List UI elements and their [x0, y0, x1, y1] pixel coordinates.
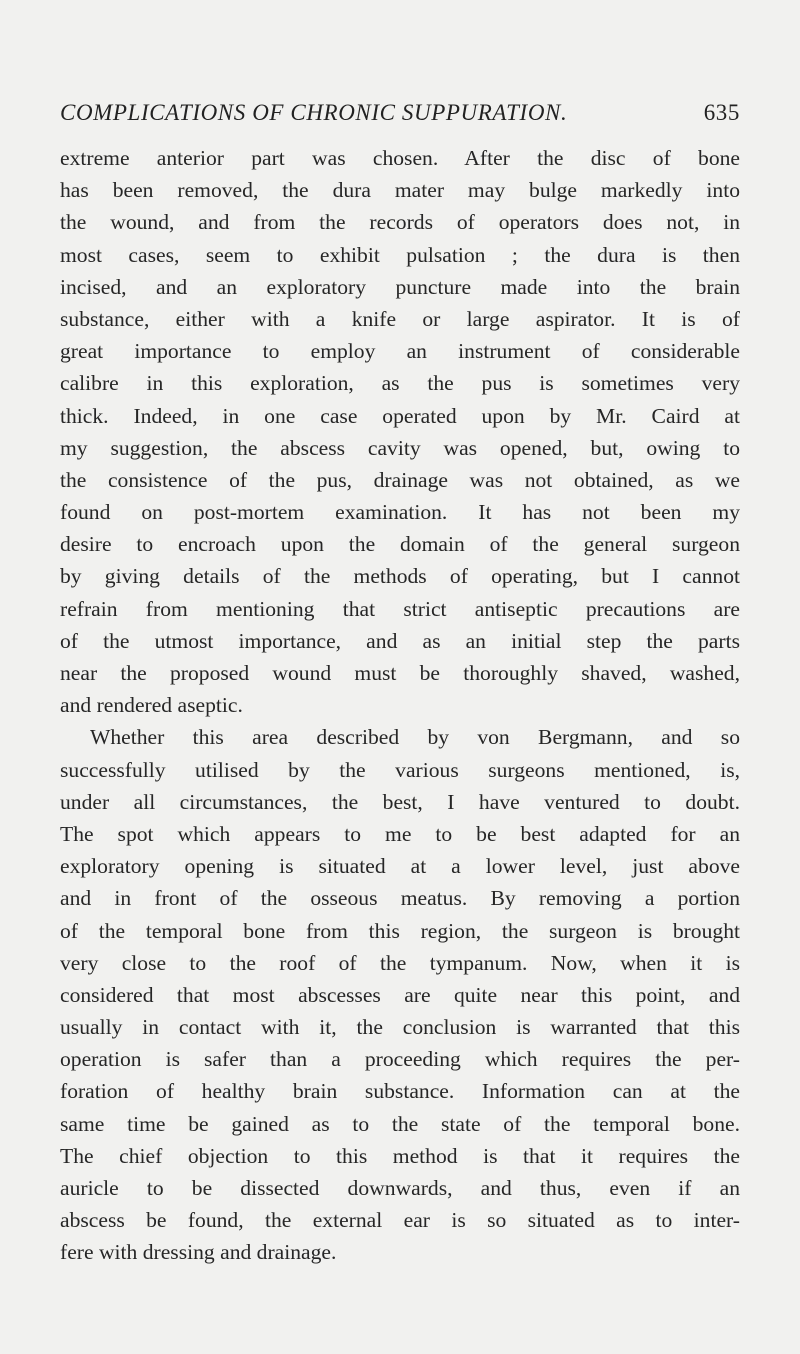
text-line: of the temporal bone from this region, the surgeon is brought [60, 918, 740, 943]
text-line: and rendered aseptic. [60, 693, 243, 718]
text-line: very close to the roof of the tympanum. Now, when it is [60, 950, 740, 975]
text-line: same time be gained as to the state of the temporal bone. [60, 1111, 740, 1136]
text-line: successfully utilised by the various surgeons mentioned, is, [60, 757, 740, 782]
text-line: near the proposed wound must be thoroughly shaved, washed, [60, 661, 740, 685]
running-head [60, 100, 740, 136]
text-line: foration of healthy brain substance. Information can at the [60, 1079, 740, 1104]
text-line: substance, either with a knife or large aspirator. It is of [60, 306, 740, 331]
text-line: of the utmost importance, and as an initial step the parts [60, 628, 740, 653]
text-line: under all circumstances, the best, I have ventured to doubt. [60, 789, 740, 814]
text-line: found on post-mortem examination. It has not been my [60, 500, 740, 525]
text-line: abscess be found, the external ear is so situated as to inter- [60, 1208, 740, 1233]
text-line: exploratory opening is situated at a lower level, just above [60, 854, 740, 879]
text-line: thick. Indeed, in one case operated upon by Mr. Caird at [60, 403, 740, 428]
text-line: refrain from mentioning that strict antiseptic precautions are [60, 596, 740, 621]
text-line: great importance to employ an instrument of considerable [60, 339, 740, 364]
text-line: most cases, seem to exhibit pulsation ; the dura is then [60, 242, 740, 267]
text-line: the consistence of the pus, drainage was not obtained, as we [60, 467, 740, 492]
text-line: desire to encroach upon the domain of the general surgeon [60, 532, 740, 557]
text-line: and in front of the osseous meatus. By removing a portion [60, 886, 740, 911]
text-line: Whether this area described by von Bergmann, and so [90, 725, 740, 750]
body-text [60, 142, 740, 1269]
text-line: operation is safer than a proceeding which requires the per- [60, 1047, 740, 1072]
text-line: The spot which appears to me to be best adapted for an [60, 821, 740, 846]
text-line: The chief objection to this method is that it requires the [60, 1143, 740, 1168]
text-line: the wound, and from the records of operators does not, in [60, 210, 740, 235]
text-line: usually in contact with it, the conclusion is warranted that this [60, 1015, 740, 1040]
text-line: incised, and an exploratory puncture made into the brain [60, 274, 740, 299]
text-line: calibre in this exploration, as the pus is sometimes very [60, 371, 740, 396]
page-number: 635 [703, 100, 740, 125]
text-line: considered that most abscesses are quite near this point, and [60, 982, 740, 1007]
text-line: auricle to be dissected downwards, and thus, even if an [60, 1176, 740, 1200]
running-title: COMPLICATIONS OF CHRONIC SUPPURATION. [60, 100, 568, 125]
text-line: extreme anterior part was chosen. After the disc of bone [60, 146, 740, 170]
text-line: my suggestion, the abscess cavity was opened, but, owing to [60, 435, 740, 460]
text-line: fere with dressing and drainage. [60, 1240, 337, 1265]
text-line: has been removed, the dura mater may bulge markedly into [60, 178, 740, 203]
text-line: by giving details of the methods of operating, but I cannot [60, 564, 740, 589]
